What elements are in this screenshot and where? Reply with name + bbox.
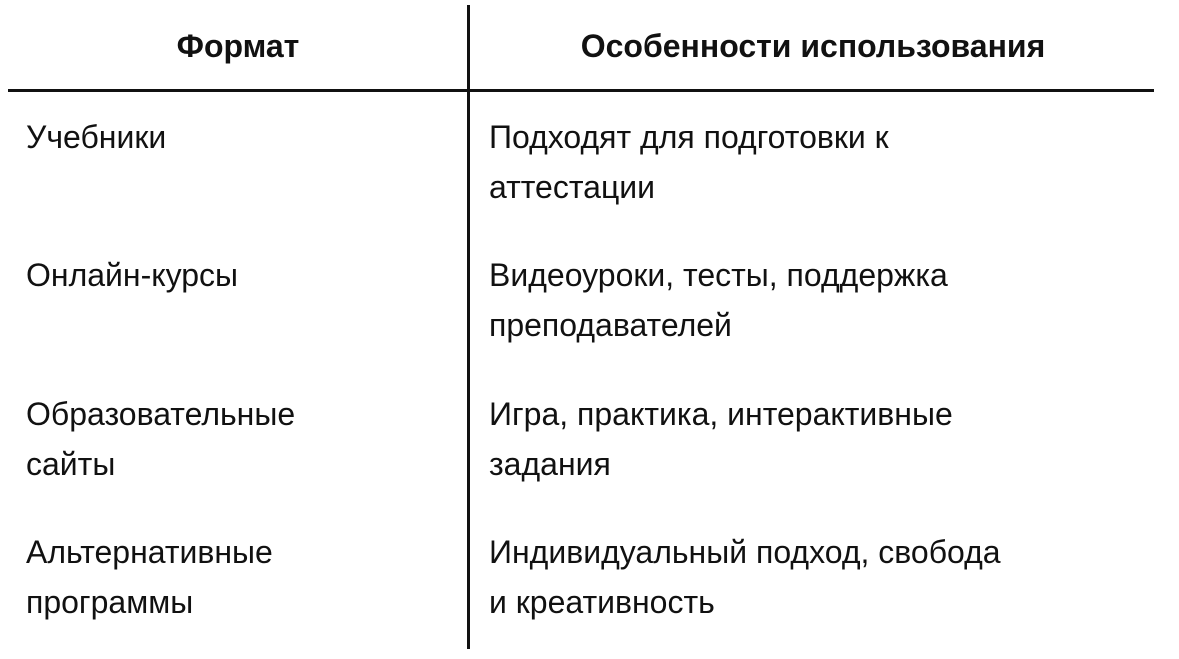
row-2-features: Видеоуроки, тесты, поддержка преподавателей	[489, 257, 948, 343]
header-features: Особенности использования	[580, 28, 1046, 64]
row-2-format: Онлайн-курсы	[26, 257, 239, 293]
row-3-features: Игра, практика, интерактивные задания	[489, 396, 953, 482]
header-format: Формат	[176, 28, 300, 64]
row-4-features: Индивидуальный подход, свобода и креативность	[489, 534, 1001, 620]
header-divider	[8, 89, 1154, 92]
row-1-features: Подходят для подготовки к аттестации	[489, 119, 889, 205]
column-divider	[467, 5, 470, 649]
row-3-format: Образовательные сайты	[26, 396, 296, 482]
row-4-format: Альтернативные программы	[26, 534, 273, 620]
row-1-format: Учебники	[26, 119, 167, 155]
